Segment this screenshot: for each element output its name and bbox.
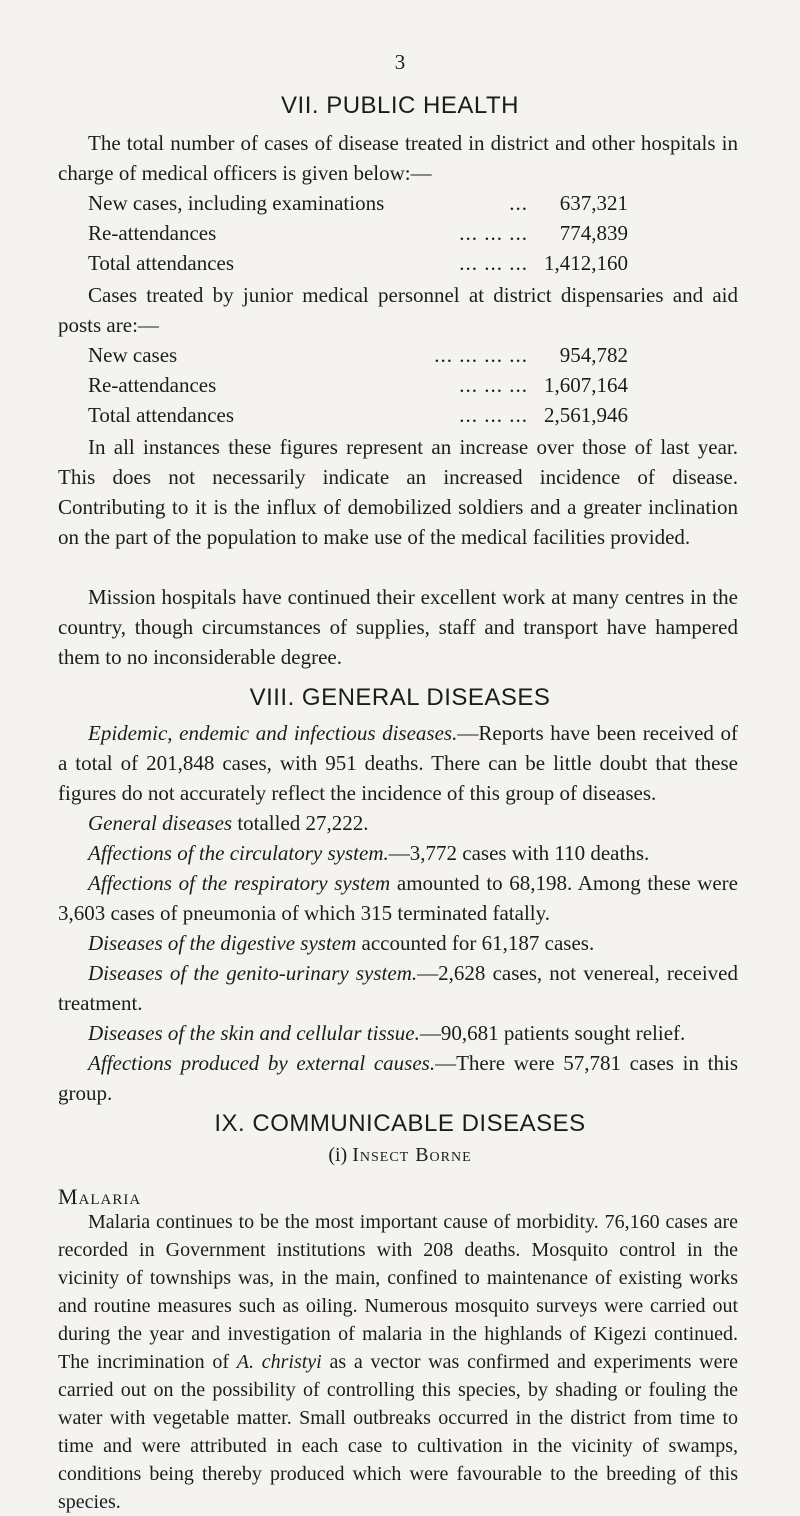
circulatory-term: Affections of the circulatory system.	[88, 841, 389, 865]
external-causes-term: Affections produced by external causes.	[88, 1051, 436, 1075]
junior-personnel-intro: Cases treated by junior medical personnel at district dispensaries and aid posts are:—	[58, 283, 738, 337]
row-label: New cases, including examinations	[88, 191, 385, 215]
row-value: 1,412,160	[544, 251, 628, 275]
section-heading-public-health: VII. PUBLIC HEALTH	[281, 92, 519, 119]
table1-row	[88, 218, 628, 248]
digestive-term: Diseases of the digestive system	[88, 931, 357, 955]
malaria-text-a: Malaria continues to be the most important cause of morbidity. 76,160 cases are recorded in Government institutions with 208 deaths. Mosquito control in the vicinity of townships was, in the main, confined to maintenance of existing works and routine measures such as oiling. Numerous mosquito surveys were carried out during the year and investigation of malaria in the highlands of Kigezi continued. The incrimination of	[58, 1211, 738, 1373]
table1-row	[88, 248, 628, 278]
section-heading-general-diseases: VIII. GENERAL DISEASES	[249, 684, 551, 711]
page-number: 3	[394, 50, 406, 74]
respiratory-text: amounted to 68,198. Among these were 3,603 cases of pneumonia of which 315 terminated fatally.	[58, 871, 738, 925]
skin-text: —90,681 patients sought relief.	[419, 1021, 686, 1045]
row-leader: ... ... ...	[459, 373, 528, 397]
table2-row	[88, 340, 628, 370]
malaria-paragraph	[58, 1208, 738, 1516]
subsection-title: Insect Borne	[352, 1144, 472, 1166]
epidemic-text: —Reports have been received of a total of 201,848 cases, with 951 deaths. There can be little doubt that these figures do not accurately reflect the incidence of this group of diseases.	[58, 721, 738, 805]
row-value: 637,321	[559, 191, 628, 215]
respiratory-paragraph	[58, 868, 738, 928]
circulatory-text: —3,772 cases with 110 deaths.	[388, 841, 650, 865]
genito-urinary-paragraph	[58, 958, 738, 1018]
row-value: 1,607,164	[544, 373, 628, 397]
increase-paragraph: In all instances these figures represent an increase over those of last year. This does not necessarily indicate an increased incidence of disease. Contributing to it is the influx of demobilized soldiers and a greater inclination on the part of the population to make use of the medical facilities provided.	[58, 435, 738, 549]
general-diseases-term: General diseases	[88, 811, 233, 835]
table2-row	[88, 370, 628, 400]
external-causes-text: —There were 57,781 cases in this group.	[58, 1051, 739, 1105]
row-leader: ... ... ... ...	[434, 343, 528, 367]
row-label: New cases	[88, 343, 178, 367]
row-label: Re-attendances	[88, 221, 217, 245]
public-health-intro: The total number of cases of disease treated in district and other hospitals in charge of medical officers is given below:—	[58, 131, 738, 185]
respiratory-term: Affections of the respiratory system	[88, 871, 391, 895]
general-diseases-text: totalled 27,222.	[232, 811, 369, 835]
row-value: 774,839	[559, 221, 628, 245]
row-label: Total attendances	[88, 251, 235, 275]
section-heading-communicable-diseases: IX. COMMUNICABLE DISEASES	[214, 1110, 586, 1137]
external-causes-paragraph	[58, 1048, 738, 1108]
epidemic-paragraph	[58, 718, 738, 808]
table1-row	[88, 188, 628, 218]
skin-paragraph	[58, 1018, 738, 1048]
row-leader: ... ... ...	[459, 221, 528, 245]
digestive-text: accounted for 61,187 cases.	[356, 931, 595, 955]
row-value: 954,782	[559, 343, 628, 367]
general-diseases-paragraph	[58, 808, 738, 838]
row-label: Total attendances	[88, 403, 235, 427]
subsection-number: (i)	[328, 1144, 348, 1166]
row-label: Re-attendances	[88, 373, 217, 397]
mission-hospitals-paragraph: Mission hospitals have continued their excellent work at many centres in the country, though circumstances of supplies, staff and transport have hampered them to no inconsiderable degree.	[58, 585, 738, 669]
genito-urinary-text: —2,628 cases, not venereal, received treatment.	[58, 961, 738, 1015]
digestive-paragraph	[58, 928, 738, 958]
subsection-insect-borne	[0, 1144, 800, 1167]
genito-urinary-term: Diseases of the genito-urinary system.	[88, 961, 418, 985]
row-leader: ...	[509, 191, 528, 215]
table2-row	[88, 400, 628, 430]
malaria-text-b: as a vector was confirmed and experiments were carried out on the possibility of controlling this species, by shading or fouling the water with vegetable matter. Small outbreaks occurred in the district from time to time and were attributed in each case to cultivation in the vicinity of swamps, conditions being thereby produced which were favourable to the breeding of this species.	[58, 1351, 739, 1513]
epidemic-term: Epidemic, endemic and infectious diseases.	[88, 721, 458, 745]
row-leader: ... ... ...	[459, 251, 528, 275]
skin-term: Diseases of the skin and cellular tissue.	[88, 1021, 420, 1045]
row-value: 2,561,946	[544, 403, 628, 427]
malaria-side-heading: Malaria	[58, 1184, 142, 1209]
circulatory-paragraph	[58, 838, 738, 868]
malaria-species-term: A. christyi	[236, 1351, 322, 1373]
row-leader: ... ... ...	[459, 403, 528, 427]
